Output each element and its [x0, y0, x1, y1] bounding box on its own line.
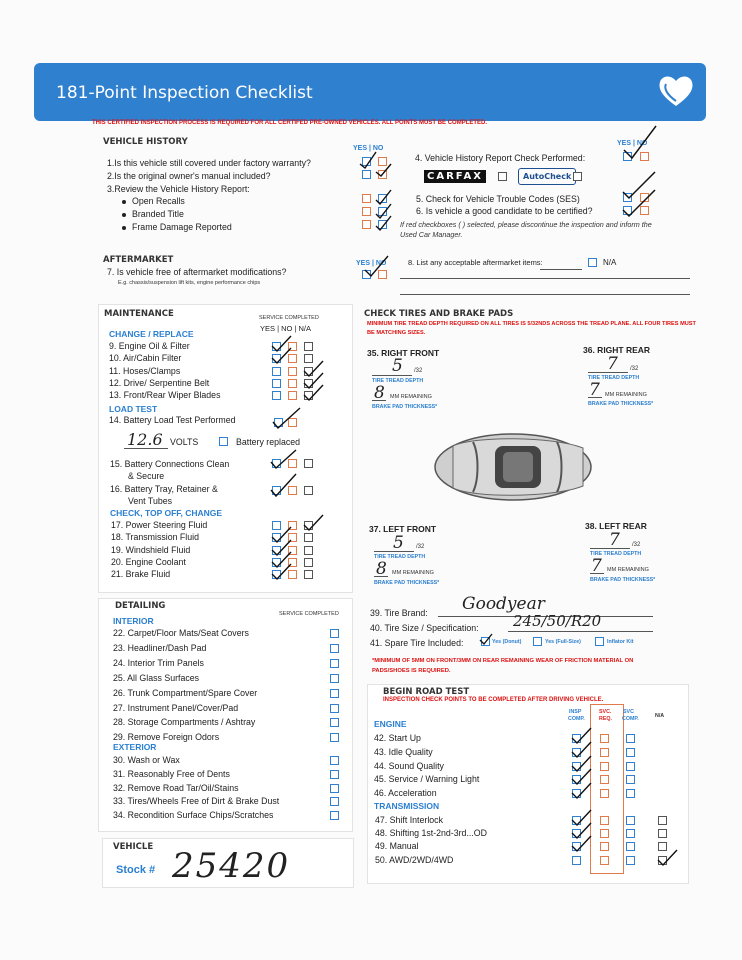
no-checkbox[interactable]: [288, 391, 297, 400]
load-test-label: LOAD TEST: [109, 404, 158, 414]
vehicle-heading: VEHICLE: [113, 842, 154, 852]
maintenance-heading: MAINTENANCE: [104, 309, 174, 319]
svc-comp-checkbox[interactable]: [626, 775, 635, 784]
checklist-item: 25. All Glass Surfaces: [113, 672, 200, 683]
checklist-item: 12. Drive/ Serpentine Belt: [109, 377, 210, 388]
rf-mm-label: MM REMAINING: [390, 394, 432, 400]
branded-yes-checkbox[interactable]: [362, 207, 371, 216]
completed-checkbox[interactable]: [330, 756, 339, 765]
vehicle-history-heading: VEHICLE HISTORY: [103, 137, 188, 147]
vh-question-2: 2.Is the original owner's manual included?: [107, 171, 271, 181]
vh-question-1: 1.Is this vehicle still covered under factory warranty?: [107, 158, 311, 168]
bullet: [122, 226, 126, 230]
insp-comp-checkbox[interactable]: [572, 856, 581, 865]
checklist-item: 49. Manual: [375, 841, 419, 852]
svc-req-checkbox[interactable]: [600, 856, 609, 865]
checklist-item: 44. Sound Quality: [374, 760, 444, 771]
q15-na-checkbox[interactable]: [304, 459, 313, 468]
checkmark-icon: [373, 160, 397, 178]
checkmark-icon: [620, 122, 660, 162]
aftermarket-line: [400, 278, 690, 279]
lr-tread-label: TIRE TREAD DEPTH: [590, 551, 642, 557]
maint-q15-b: & Secure: [128, 471, 165, 481]
transmission-label: TRANSMISSION: [374, 801, 440, 811]
checkmark-icon: [301, 513, 325, 531]
svc-req-checkbox[interactable]: [600, 748, 609, 757]
q2-yes-checkbox[interactable]: [362, 170, 371, 179]
rf-tread-line: [372, 375, 412, 376]
rr-tread-line: [588, 372, 628, 373]
left-rear-label: 38. LEFT REAR: [585, 521, 647, 531]
car-top-view-icon: [433, 430, 593, 504]
svc-req-checkbox[interactable]: [600, 789, 609, 798]
svc-comp-checkbox[interactable]: [626, 789, 635, 798]
rr-pad-label: BRAKE PAD THICKNESS*: [588, 401, 654, 407]
checklist-item: 29. Remove Foreign Odors: [113, 732, 220, 743]
maint-cols-header: YES | NO | N/A: [260, 324, 311, 333]
rf-pad-value: 8: [374, 383, 385, 403]
checklist-item: 28. Storage Compartments / Ashtray: [113, 717, 256, 728]
right-rear-label: 36. RIGHT REAR: [583, 345, 651, 355]
detailing-heading: DETAILING: [115, 601, 166, 611]
tire-size-label: 40. Tire Size / Specification:: [370, 623, 479, 633]
svc-req-checkbox[interactable]: [600, 734, 609, 743]
completed-checkbox[interactable]: [330, 797, 339, 806]
red-checkbox-note: If red checkboxes ( ) selected, please discontinue the inspection and inform the Used Car Manager.: [400, 220, 652, 239]
completed-checkbox[interactable]: [330, 811, 339, 820]
maint-service-completed: SERVICE COMPLETED: [259, 315, 319, 321]
vh-question-6: 6. Is vehicle a good candidate to be certified?: [416, 206, 593, 216]
checkmark-icon: [301, 383, 325, 401]
aftermarket-line: [540, 269, 582, 270]
svc-req-checkbox[interactable]: [600, 775, 609, 784]
col-svc-req-b: REQ.: [599, 716, 612, 722]
lf-tread-line: [374, 551, 414, 552]
lf-pad-value: 8: [376, 559, 387, 579]
maint-q14: 14. Battery Load Test Performed: [109, 415, 236, 425]
checklist-item: 24. Interior Trim Panels: [113, 657, 204, 668]
checklist-item: 43. Idle Quality: [374, 746, 433, 757]
header-banner: [34, 63, 706, 121]
svc-comp-checkbox[interactable]: [626, 829, 635, 838]
completed-checkbox[interactable]: [330, 718, 339, 727]
aftermarket-question-7: 7. Is vehicle free of aftermarket modifications?: [107, 267, 287, 277]
vh-question-3: 3.Review the Vehicle History Report:: [107, 184, 250, 194]
aftermarket-note: E.g. chassis/suspension lift kits, engine performance chips: [118, 280, 261, 286]
svc-comp-checkbox[interactable]: [626, 856, 635, 865]
volts-line: [124, 448, 168, 449]
svc-req-checkbox[interactable]: [600, 762, 609, 771]
vh-yes-no-header-right: YES | NO: [617, 140, 648, 147]
na-checkbox[interactable]: [658, 816, 667, 825]
checkmark-icon: [268, 470, 300, 498]
checklist-item: 13. Front/Rear Wiper Blades: [109, 390, 221, 401]
q8-na-label: N/A: [603, 258, 617, 267]
aftermarket-line: [400, 294, 690, 295]
rr-unit: /32: [630, 366, 639, 372]
rr-tread-value: 7: [607, 354, 618, 374]
completed-checkbox[interactable]: [330, 704, 339, 713]
tire-size-value: 245/50/R20: [513, 612, 602, 630]
autocheck-logo: AutoCheck: [518, 168, 576, 185]
road-test-note: INSPECTION CHECK POINTS TO BE COMPLETED AFTER DRIVING VEHICLE.: [383, 697, 604, 703]
lf-unit: /32: [416, 544, 425, 550]
vh-branded-title: Branded Title: [132, 209, 184, 219]
checkmark-icon: [362, 254, 392, 278]
na-checkbox[interactable]: [304, 570, 313, 579]
lf-tread-value: 5: [393, 533, 404, 553]
spare-inflator-checkbox[interactable]: [595, 637, 604, 646]
checklist-item: 47. Shift Interlock: [375, 815, 443, 825]
checklist-item: 42. Start Up: [374, 733, 421, 743]
tires-heading: CHECK TIRES AND BRAKE PADS: [364, 309, 514, 319]
right-front-label: 35. RIGHT FRONT: [367, 348, 440, 358]
checklist-item: 26. Trunk Compartment/Spare Cover: [113, 687, 258, 698]
checklist-item: 34. Recondition Surface Chips/Scratches: [113, 810, 274, 821]
checklist-item: 30. Wash or Wax: [113, 755, 180, 765]
checklist-item: 19. Windshield Fluid: [111, 544, 191, 555]
checkmark-icon: [268, 446, 300, 470]
tire-size-line: [508, 631, 653, 632]
spare-fullsize-label: Yes (Full-Size): [545, 639, 581, 645]
rf-pad-label: BRAKE PAD THICKNESS*: [372, 404, 438, 410]
heart-icon: [656, 71, 696, 111]
maint-q16: 16. Battery Tray, Retainer &: [110, 484, 218, 494]
volts-value: 12.6: [127, 430, 163, 449]
rf-tread-label: TIRE TREAD DEPTH: [372, 378, 424, 384]
carfax-logo: CARFAX: [424, 170, 486, 183]
checklist-item: 11. Hoses/Clamps: [109, 365, 181, 376]
lr-unit: /32: [632, 542, 641, 548]
lf-mm-label: MM REMAINING: [392, 570, 434, 576]
checklist-item: 45. Service / Warning Light: [374, 774, 480, 785]
checkmark-icon: [569, 781, 593, 799]
aftermarket-question-8: 8. List any acceptable aftermarket items:: [408, 258, 543, 267]
col-na: N/A: [655, 713, 665, 719]
no-checkbox[interactable]: [288, 367, 297, 376]
svc-comp-checkbox[interactable]: [626, 748, 635, 757]
svc-req-checkbox[interactable]: [600, 816, 609, 825]
checklist-item: 22. Carpet/Floor Mats/Seat Covers: [113, 628, 249, 638]
vh-question-4: 4. Vehicle History Report Check Performed:: [415, 153, 586, 163]
checklist-item: 50. AWD/2WD/4WD: [375, 854, 454, 865]
q16-na-checkbox[interactable]: [304, 486, 313, 495]
completed-checkbox[interactable]: [330, 659, 339, 668]
lr-mm-label: MM REMAINING: [607, 567, 649, 573]
vh-frame-damage: Frame Damage Reported: [132, 222, 232, 232]
completed-checkbox[interactable]: [330, 629, 339, 638]
rf-unit: /32: [414, 368, 423, 374]
lf-pad-line: [374, 576, 388, 577]
checklist-item: 17. Power Steering Fluid: [111, 520, 208, 530]
battery-replaced-label: Battery replaced: [236, 437, 301, 447]
na-checkbox[interactable]: [304, 533, 313, 542]
certification-notice: THIS CERTIFIED INSPECTION PROCESS IS REQUIRED FOR ALL CERTIFED PRE-OWNED VEHICLES. ALL POINTS MUST BE COMPLETED.: [92, 120, 488, 126]
engine-label: ENGINE: [374, 719, 407, 729]
exterior-label: EXTERIOR: [113, 742, 157, 752]
completed-checkbox[interactable]: [330, 770, 339, 779]
recalls-yes-checkbox[interactable]: [362, 194, 371, 203]
vh-open-recalls: Open Recalls: [132, 196, 185, 206]
svc-comp-checkbox[interactable]: [626, 734, 635, 743]
bullet: [122, 213, 126, 217]
road-test-heading: BEGIN ROAD TEST: [383, 687, 470, 697]
checkmark-icon: [269, 346, 293, 364]
svc-comp-checkbox[interactable]: [626, 842, 635, 851]
completed-checkbox[interactable]: [330, 674, 339, 683]
autocheck-checkbox[interactable]: [573, 172, 582, 181]
tire-brand-value: Goodyear: [462, 594, 545, 614]
na-checkbox[interactable]: [304, 342, 313, 351]
maint-q16-b: Vent Tubes: [128, 496, 173, 506]
col-insp-comp: COMP.: [568, 716, 585, 722]
completed-checkbox[interactable]: [330, 784, 339, 793]
col-svc-comp: SVC: [623, 709, 634, 715]
spare-donut-label: Yes (Donut): [492, 639, 522, 645]
checklist-item: 18. Transmission Fluid: [111, 532, 200, 543]
detailing-service-completed: SERVICE COMPLETED: [279, 611, 339, 617]
vh-question-5: 5. Check for Vehicle Trouble Codes (SES): [416, 194, 580, 204]
svc-comp-checkbox[interactable]: [626, 816, 635, 825]
svc-req-checkbox[interactable]: [600, 842, 609, 851]
carfax-checkbox[interactable]: [498, 172, 507, 181]
checklist-item: 20. Engine Coolant: [111, 556, 186, 567]
checkmark-icon: [269, 562, 293, 580]
spare-tire-label: 41. Spare Tire Included:: [370, 638, 464, 648]
lf-tread-label: TIRE TREAD DEPTH: [374, 554, 426, 560]
svc-comp-checkbox[interactable]: [626, 762, 635, 771]
lr-tread-line: [590, 548, 630, 549]
col-svc-req: SVC.: [599, 709, 612, 715]
checkmark-icon: [569, 834, 593, 852]
checklist-item: 9. Engine Oil & Filter: [109, 341, 190, 351]
completed-checkbox[interactable]: [330, 733, 339, 742]
rf-tread-value: 5: [392, 356, 403, 376]
bullet: [122, 200, 126, 204]
lf-pad-label: BRAKE PAD THICKNESS*: [374, 580, 440, 586]
battery-replaced-checkbox[interactable]: [219, 437, 228, 446]
rr-pad-value: 7: [589, 380, 600, 400]
checkmark-icon: [373, 214, 397, 232]
checklist-item: 21. Brake Fluid: [111, 569, 171, 580]
checkmark-icon: [619, 188, 659, 218]
col-insp: INSP: [569, 709, 582, 715]
rf-pad-line: [372, 400, 386, 401]
svc-req-checkbox[interactable]: [600, 829, 609, 838]
aftermarket-heading: AFTERMARKET: [103, 255, 174, 265]
col-svc-comp-b: COMP.: [622, 716, 639, 722]
completed-checkbox[interactable]: [330, 644, 339, 653]
maint-q15: 15. Battery Connections Clean: [110, 459, 230, 469]
tires-note: MINIMUM TIRE TREAD DEPTH REQUIRED ON ALL TIRES IS 5/32NDS ACROSS THE TREAD PLANE. ALL FOUR TIRES MUST BE MATCHING SIZES.: [367, 321, 696, 336]
am-yes-no-header: YES | NO: [356, 260, 387, 267]
page-title: 181-Point Inspection Checklist: [56, 83, 313, 103]
lr-tread-value: 7: [609, 530, 620, 550]
check-top-off-label: CHECK, TOP OFF, CHANGE: [110, 508, 223, 518]
checkmark-icon: [270, 404, 304, 430]
checklist-item: 48. Shifting 1st-2nd-3rd...OD: [375, 828, 487, 839]
lr-pad-value: 7: [591, 556, 602, 576]
checklist-item: 46. Acceleration: [374, 788, 437, 799]
checklist-item: 33. Tires/Wheels Free of Dirt & Brake Dust: [113, 796, 280, 807]
rr-mm-label: MM REMAINING: [605, 392, 647, 398]
na-checkbox[interactable]: [304, 546, 313, 555]
yes-checkbox[interactable]: [272, 391, 281, 400]
stock-value: 25420: [172, 846, 291, 886]
spare-inflator-label: Inflator Kit: [607, 639, 634, 645]
stock-label: Stock #: [116, 864, 156, 876]
na-checkbox[interactable]: [304, 558, 313, 567]
frame-yes-checkbox[interactable]: [362, 220, 371, 229]
interior-label: INTERIOR: [113, 616, 154, 626]
checklist-item: 23. Headliner/Dash Pad: [113, 642, 207, 653]
checklist-item: 10. Air/Cabin Filter: [109, 353, 182, 364]
change-replace-label: CHANGE / REPLACE: [109, 329, 194, 339]
rr-tread-label: TIRE TREAD DEPTH: [588, 375, 640, 381]
lr-pad-line: [590, 573, 604, 574]
completed-checkbox[interactable]: [330, 689, 339, 698]
left-front-label: 37. LEFT FRONT: [369, 524, 437, 534]
vh-yes-no-header: YES | NO: [353, 145, 384, 152]
checkmark-icon: [655, 848, 679, 866]
na-checkbox[interactable]: [658, 829, 667, 838]
checklist-item: 27. Instrument Panel/Cover/Pad: [113, 702, 239, 713]
yes-checkbox[interactable]: [272, 379, 281, 388]
yes-checkbox[interactable]: [272, 367, 281, 376]
volts-label: VOLTS: [170, 437, 199, 447]
rr-pad-line: [588, 397, 602, 398]
lr-pad-label: BRAKE PAD THICKNESS*: [590, 577, 656, 583]
brake-pad-footnote: *MINIMUM OF 5MM ON FRONT/3MM ON REAR REMAINING WEAR OF FRICTION MATERIAL ON PADS/SHOES IS REQUIRED.: [372, 658, 634, 674]
q8-na-checkbox[interactable]: [588, 258, 597, 267]
checklist-item: 31. Reasonably Free of Dents: [113, 768, 230, 779]
tire-brand-label: 39. Tire Brand:: [370, 608, 428, 618]
no-checkbox[interactable]: [288, 379, 297, 388]
checklist-item: 32. Remove Road Tar/Oil/Stains: [113, 782, 239, 793]
spare-fullsize-checkbox[interactable]: [533, 637, 542, 646]
